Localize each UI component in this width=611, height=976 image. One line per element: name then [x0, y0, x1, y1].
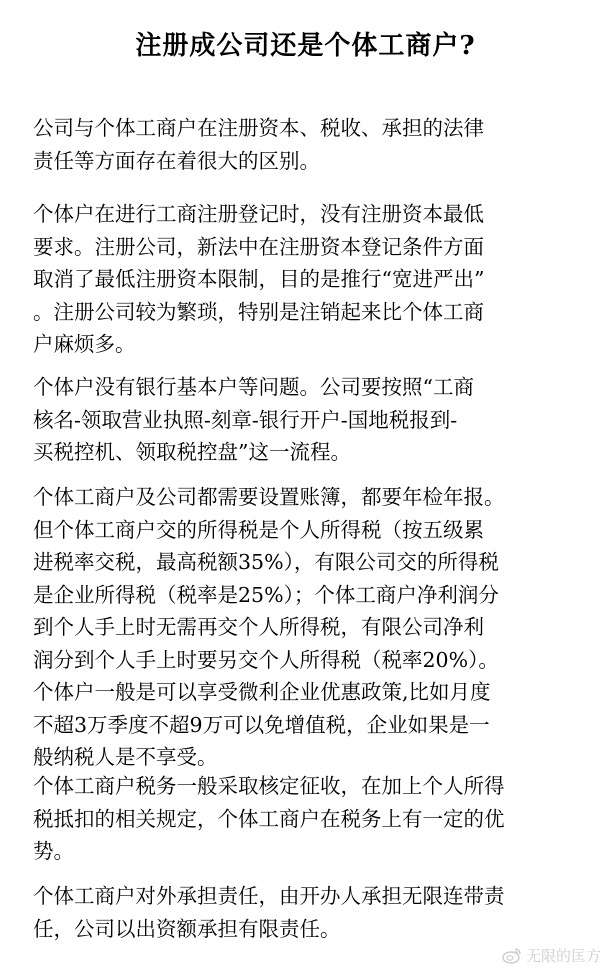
text-line: 个体户一般是可以享受微利企业优惠政策,比如月度 [33, 680, 491, 704]
text-line: 但个体工商户交的所得税是个人所得税（按五级累 [33, 517, 484, 542]
text-line: 公司与个体工商户在注册资本、税收、承担的法律 [33, 116, 484, 140]
watermark [502, 945, 601, 966]
text-line: 户麻烦多。 [33, 332, 136, 356]
paragraph-registered-capital-intro [33, 112, 593, 177]
text-line: 到个人手上时无需再交个人所得税，有限公司净利 [33, 615, 484, 639]
text-line: 势。 [33, 839, 74, 863]
text-line: 责任等方面存在着很大的区别。 [33, 148, 320, 173]
paragraph-bank-account [33, 371, 593, 469]
text-line: 个体户在进行工商注册登记时，没有注册资本最低 [33, 202, 484, 226]
text-line: 个体工商户对外承担责任，由开办人承担无限连带责 [33, 884, 505, 908]
paragraph-tax [33, 481, 593, 774]
text-line: 般纳税人是不享受。 [33, 745, 218, 769]
text-line: 。注册公司较为繁琐，特别是注销起来比个体工商 [33, 299, 484, 324]
text-line: 核名-领取营业执照-刻章-银行开户-国地税报到- [33, 407, 458, 432]
text-line: 个体户没有银行基本户等问题。公司要按照“工商 [33, 375, 474, 399]
text-line: 是企业所得税（税率是25%）；个体工商户净利润分 [33, 582, 499, 607]
text-line: 润分到个人手上时要另交个人所得税（税率20%）。 [33, 647, 499, 672]
text-line: 任，公司以出资额承担有限责任。 [33, 916, 341, 941]
page-title: 注册成公司还是个体工商户? [135, 31, 476, 61]
text-line: 不超3万季度不超9万可以免增值税，企业如果是一 [33, 712, 490, 737]
paragraph-registration [33, 198, 593, 361]
paragraph-liability [33, 880, 593, 945]
text-line: 税抵扣的相关规定，个体工商户在税务上有一定的优 [33, 806, 505, 831]
text-line: 进税率交税，最高税额35%），有限公司交的所得税 [33, 550, 499, 574]
watermark-text: 无限的匡方 [525, 947, 601, 965]
text-line: 要求。注册公司，新法中在注册资本登记条件方面 [33, 234, 484, 259]
weibo-logo-icon [502, 947, 522, 964]
paragraph-tax-collection [33, 770, 593, 868]
text-line: 个体工商户税务一般采取核定征收，在加上个人所得 [33, 774, 505, 798]
text-line: 个体工商户及公司都需要设置账簿，都要年检年报。 [33, 485, 505, 509]
text-line: 取消了最低注册资本限制，目的是推行“宽进严出” [33, 267, 485, 291]
text-line: 买税控机、领取税控盘”这一流程。 [33, 440, 351, 464]
